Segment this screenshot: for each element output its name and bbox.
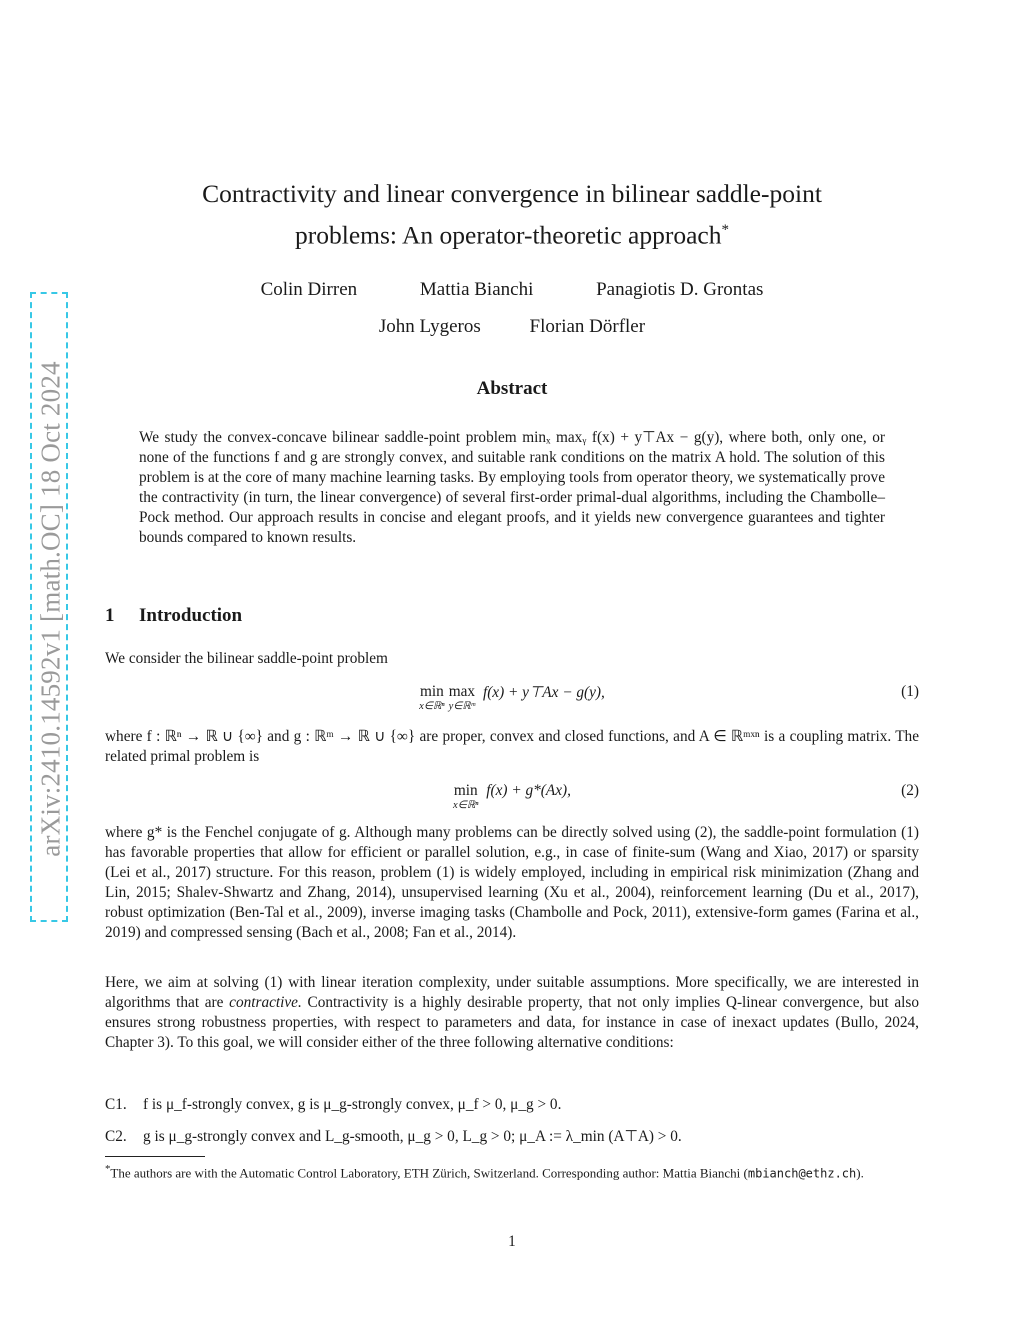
page-number: 1: [508, 1233, 516, 1250]
condition-text: f is μ_f-strongly convex, g is μ_g-strongly convex, μ_f > 0, μ_g > 0.: [143, 1096, 562, 1113]
condition-label: C1.: [105, 1096, 127, 1113]
equation-1: [105, 681, 919, 721]
condition-label: C2.: [105, 1128, 127, 1145]
abstract-heading: Abstract: [476, 378, 548, 399]
equation-2: [105, 780, 919, 820]
footnote-divider: [105, 1156, 205, 1157]
title-line-1: Contractivity and linear convergence in bilinear saddle-point: [202, 179, 822, 208]
equation-expression: f(x) + g*(Ax),: [486, 782, 571, 799]
author-name: Panagiotis D. Grontas: [596, 279, 764, 300]
author-name: Colin Dirren: [260, 279, 358, 300]
author-name: John Lygeros: [378, 316, 481, 337]
condition-text: g is μ_g-strongly convex and L_g-smooth, μ_g > 0, L_g > 0; μ_A := λ_min (A⊤A) > 0.: [143, 1128, 682, 1145]
condition-item: [105, 1127, 919, 1147]
title-line-2: problems: An operator-theoretic approach: [295, 220, 722, 250]
equation-2-body: [105, 782, 919, 812]
equation-expression: f(x) + y⊤Ax − g(y),: [482, 684, 605, 701]
condition-item: [105, 1095, 919, 1115]
arxiv-stamp: [30, 292, 68, 922]
equation-number: (1): [901, 683, 919, 700]
paper-title: [112, 176, 912, 254]
equation-1-body: [105, 683, 919, 713]
max-operator: max y∈ℝᵐ: [448, 683, 476, 712]
body-paragraph: where f : ℝⁿ → ℝ ∪ {∞} and g : ℝᵐ → ℝ ∪ {∞} are proper, convex and closed functions, and A ∈ ℝᵐˣⁿ is a coupling matrix. The related primal problem is: [105, 728, 919, 765]
section-title: Introduction: [139, 605, 243, 626]
arxiv-identifier[interactable]: arXiv:2410.14592v1 [math.OC] 18 Oct 2024: [35, 361, 66, 857]
emphasis: contractive.: [229, 994, 302, 1011]
body-paragraph: Here, we aim at solving (1) with linear iteration complexity, under suitable assumptions. More specifically, we are interested in algorithms that are contractive. Contractivity is a highly desirable property, that not only implies Q-linear convergence, but also ensures strong robustness properties, with respect to parameters and data, for instance in case of inexact updates (Bullo, 2024, Chapter 3). To this goal, we will consider either of the three following alternative conditions:: [105, 974, 919, 1051]
author-name: Florian Dörfler: [529, 316, 646, 337]
title-footnote-mark: *: [721, 222, 729, 238]
equation-number: (2): [901, 782, 919, 799]
body-paragraph: where g* is the Fenchel conjugate of g. Although many problems can be directly solved using (2), the saddle-point formulation (1) has favorable properties that allow for efficient or parallel solution, e.g., in case of finite-sum (Wang and Xiao, 2017) or sparsity (Lei et al., 2017) structure. For this reason, problem (1) is widely employed, including in empirical risk minimization (Zhang and Lin, 2015; Shalev-Shwartz and Zhang, 2014), unsupervised learning (Xu et al., 2004), reinforcement learning (Du et al., 2017), robust optimization (Ben-Tal et al., 2009), inverse imaging tasks (Chambolle and Pock, 2011), extensive-form games (Farina et al., 2019) and compressed sensing (Bach et al., 2008; Fan et al., 2014).: [105, 824, 919, 941]
footnote-mark: *: [105, 1163, 111, 1175]
intro-paragraph: We consider the bilinear saddle-point problem: [105, 650, 388, 667]
abstract-text: We study the convex-concave bilinear saddle-point problem minₓ maxᵧ f(x) + y⊤Ax − g(y), where both, only one, or none of the functions f and g are strongly convex, and suitable rank conditions on the matrix A hold. The solution of this problem is at the core of many machine learning tasks. By employing tools from operator theory, we systematically prove the contractivity (in turn, the linear convergence) of several first-order primal-dual algorithms, including the Chambolle–Pock method. Our approach results in concise and elegant proofs, and it yields new convergence guarantees and tighter bounds compared to known results.: [139, 429, 885, 546]
min-operator: min x∈ℝⁿ: [453, 782, 479, 811]
min-operator: min x∈ℝⁿ: [419, 683, 445, 712]
author-name: Mattia Bianchi: [419, 279, 534, 300]
authors-row-1: [112, 279, 912, 301]
authors-row-2: [112, 316, 912, 338]
section-heading: [105, 605, 242, 627]
email-link[interactable]: mbianch@ethz.ch: [747, 1166, 857, 1181]
footnote: *The authors are with the Automatic Control Laboratory, ETH Zürich, Switzerland. Corresponding author: Mattia Bianchi (mbianch@ethz.ch).: [105, 1163, 864, 1181]
section-number: 1: [105, 605, 115, 626]
